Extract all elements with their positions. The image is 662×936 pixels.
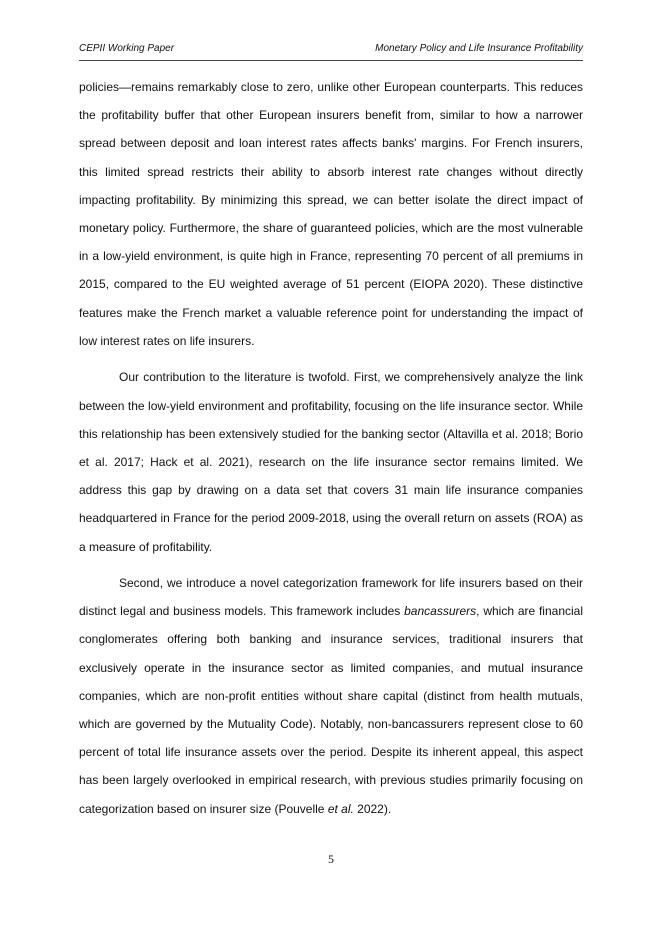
page-header xyxy=(79,42,583,61)
body-text xyxy=(79,73,583,831)
et-al-italic: et al. xyxy=(327,801,354,816)
paragraph-3-text-3: 2022). xyxy=(353,801,392,816)
header-right-title: Monetary Policy and Life Insurance Profitability xyxy=(375,43,583,54)
term-bancassurers: bancassurers xyxy=(404,604,477,619)
paragraph-3 xyxy=(79,569,583,823)
header-left-title: CEPII Working Paper xyxy=(79,43,175,54)
paragraph-3-text-2: , which are financial conglomerates offering both banking and insurance services, traditional insurers that exclusively operate in the insurance sector as limited companies, and mutual insurance companies, which are non-profit entities without share capital (distinct from health mutuals, which are governed by the Mutuality Code). Notably, non-bancassurers represent close to 60 percent of total life insurance assets over the period. Despite its inherent appeal, this aspect has been largely overlooked in empirical research, with previous studies primarily focusing on categorization based on insurer size (Pouvelle xyxy=(79,604,584,816)
paragraph-2: Our contribution to the literature is twofold. First, we comprehensively analyze the link between the low-yield environment and profitability, focusing on the life insurance sector. While this relationship has been extensively studied for the banking sector (Altavilla et al. 2018; Borio et al. 2017; Hack et al. 2021), research on the life insurance sector remains limited. We address this gap by drawing on a data set that covers 31 main life insurance companies headquartered in France for the period 2009-2018, using the overall return on assets (ROA) as a measure of profitability. xyxy=(79,370,583,554)
paragraph-3-text-1: Second, we introduce a novel categorization framework for life insurers based on their distinct legal and business models. This framework includes xyxy=(79,576,583,619)
page-number: 5 xyxy=(328,852,334,866)
paragraph-1: policies—remains remarkably close to zero, unlike other European counterparts. This reduces the profitability buffer that other European insurers benefit from, similar to how a narrower spread between deposit and loan interest rates affects banks' margins. For French insurers, this limited spread restricts their ability to absorb interest rate changes without directly impacting profitability. By minimizing this spread, we can better isolate the direct impact of monetary policy. Furthermore, the share of guaranteed policies, which are the most vulnerable in a low-yield environment, is quite high in France, representing 70 percent of all premiums in 2015, compared to the EU weighted average of 51 percent (EIOPA 2020). These distinctive features make the French market a valuable reference point for understanding the impact of low interest rates on life insurers. xyxy=(79,80,583,348)
